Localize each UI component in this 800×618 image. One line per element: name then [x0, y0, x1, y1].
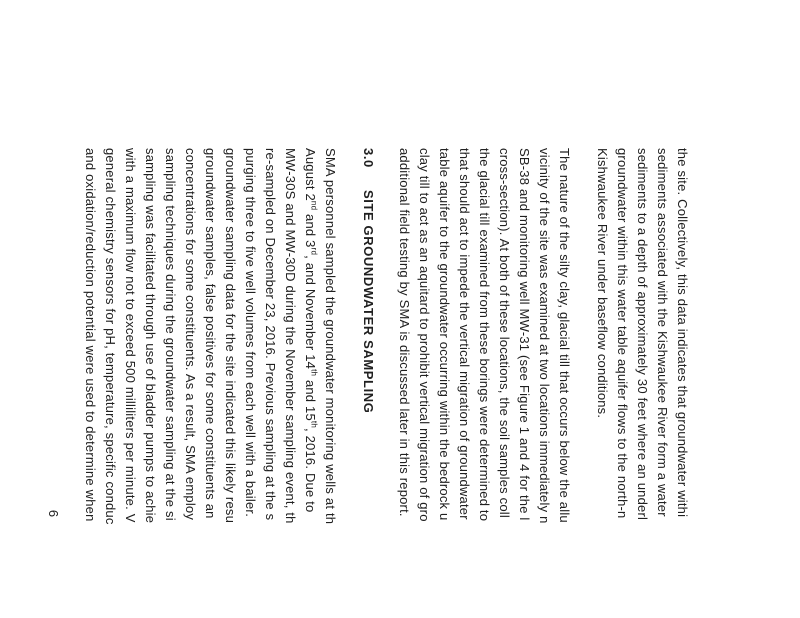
- body-line: sampling techniques during the groundwater sampling at the si: [163, 148, 178, 521]
- body-line: additional field testing by SMA is discussed later in this report.: [397, 148, 412, 517]
- body-line: cross-section). At both of these locations, the soil samples coll: [497, 148, 512, 518]
- body-line: SB-38 and monitoring well MW-31 (see Figure 1 and 4 for the l: [517, 148, 532, 521]
- body-line: vicinity of the site was examined at two locations immediately n: [537, 148, 552, 524]
- body-line: groundwater samples, false positives for some constituents an: [203, 148, 218, 519]
- rotated-text-frame: [83, 148, 690, 618]
- body-line: sediments associated with the Kishwaukee River form a water: [655, 148, 670, 517]
- body-line: the glacial till examined from these borings were determined to: [477, 148, 492, 522]
- body-line: MW-30S and MW-30D during the November sampling event, th: [283, 148, 298, 524]
- body-line: with a maximum flow not to exceed 500 milliliters per minute. V: [123, 148, 138, 523]
- body-line: sediments to a depth of approximately 30 feet where an underl: [635, 148, 650, 521]
- body-line: The nature of the silty clay, glacial till that occurs below the allu: [557, 148, 572, 523]
- body-line: general chemistry sensors for pH, temperature, specific conduc: [103, 148, 118, 525]
- section-number: 3.0: [361, 148, 376, 168]
- section-heading: [361, 148, 376, 413]
- body-line: sampling was facilitated through use of bladder pumps to achie: [143, 148, 158, 524]
- body-line: clay till to act as an aquitard to prohibit vertical migration of gro: [417, 148, 432, 522]
- page-number: 6: [46, 509, 62, 518]
- body-line: August 2nd and 3rd, and November 14th and 15th, 2016. Due to: [303, 148, 319, 513]
- body-line: Kishwaukee River under baseflow conditions.: [595, 148, 610, 419]
- body-line: and oxidation/reduction potential were used to determine when: [83, 148, 98, 522]
- body-line: that should act to impede the vertical migration of groundwater: [457, 148, 472, 520]
- body-line: SMA personnel sampled the groundwater monitoring wells at th: [323, 148, 338, 525]
- body-line: groundwater within this water table aquifer flows to the north-n: [615, 148, 630, 519]
- body-line: groundwater sampling data for the site indicated this likely resu: [223, 148, 238, 524]
- body-line: table aquifer to the groundwater occurring within the bedrock u: [437, 148, 452, 521]
- body-line: purging three to five well volumes from each well with a bailer.: [243, 148, 258, 518]
- body-line: the site. Collectively, this data indicates that groundwater withi: [675, 148, 690, 518]
- section-title: SITE GROUNDWATER SAMPLING: [361, 190, 376, 414]
- body-line: re-sampled on December 23, 2016. Previous sampling at the s: [263, 148, 278, 521]
- body-line: concentrations for some constituents. As a result, SMA employ: [183, 148, 198, 521]
